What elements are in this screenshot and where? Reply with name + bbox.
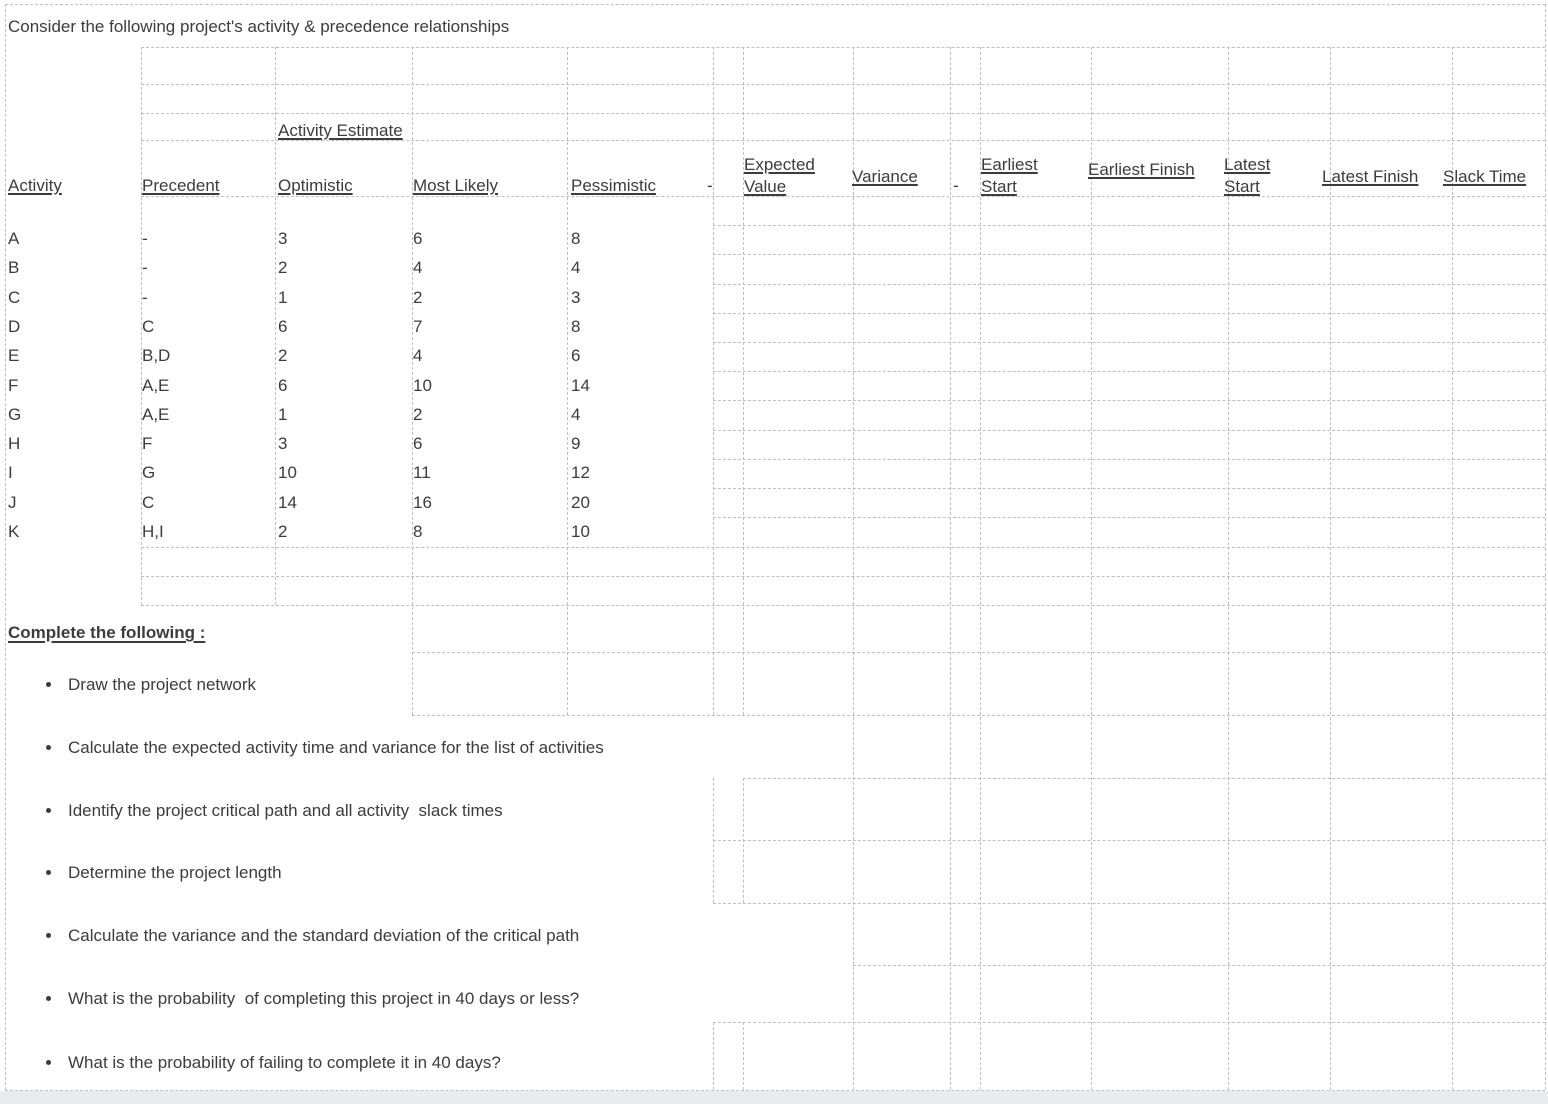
cell-pessimistic: 4 — [571, 405, 581, 424]
cell-optimistic: 2 — [278, 522, 288, 541]
cell-precedent: A,E — [142, 376, 170, 395]
grid-v-line — [853, 47, 854, 1090]
cell-pessimistic: 4 — [571, 258, 581, 277]
column-header-dash-8: - — [953, 176, 959, 195]
bullet-icon — [46, 870, 51, 875]
cell-pessimistic: 20 — [571, 493, 590, 512]
grid-h-line — [412, 652, 1545, 653]
cell-optimistic: 2 — [278, 258, 288, 277]
bullet-item-text: What is the probability of failing to complete it in 40 days? — [68, 1053, 501, 1072]
bullet-icon — [46, 808, 51, 813]
cell-optimistic: 2 — [278, 346, 288, 365]
grid-h-line — [141, 113, 1545, 114]
grid-h-line — [412, 715, 1545, 716]
cell-precedent: C — [142, 317, 155, 336]
grid-v-line — [713, 778, 714, 903]
grid-h-line — [713, 840, 1545, 841]
bullet-item-text: Draw the project network — [68, 675, 257, 694]
column-header-expected-value: Expected Value — [744, 155, 815, 196]
cell-pessimistic: 3 — [571, 288, 581, 307]
grid-h-line — [5, 4, 1545, 5]
grid-v-line — [980, 47, 981, 1090]
bullet-item-text: Determine the project length — [68, 863, 282, 882]
grid-h-line — [713, 254, 1545, 255]
grid-h-line — [853, 965, 1545, 966]
cell-most-likely: 6 — [413, 434, 423, 453]
bullet-icon — [46, 933, 51, 938]
cell-most-likely: 16 — [413, 493, 432, 512]
cell-pessimistic: 9 — [571, 434, 581, 453]
grid-v-line — [5, 4, 6, 1090]
cell-most-likely: 4 — [413, 258, 423, 277]
bullet-item-text: Calculate the expected activity time and variance for the list of activities — [68, 738, 604, 757]
cell-activity: I — [8, 463, 13, 482]
cell-precedent: - — [142, 258, 148, 277]
grid-h-line — [141, 576, 1545, 577]
cell-most-likely: 8 — [413, 522, 423, 541]
cell-optimistic: 3 — [278, 434, 288, 453]
grid-v-line — [743, 778, 744, 903]
activity-estimate-group-header: Activity Estimate — [278, 121, 403, 140]
cell-precedent: A,E — [142, 405, 170, 424]
grid-h-line — [713, 488, 1545, 489]
column-header-activity: Activity — [8, 176, 62, 195]
cell-activity: G — [8, 405, 22, 424]
cell-optimistic: 3 — [278, 229, 288, 248]
grid-h-line — [713, 400, 1545, 401]
cell-pessimistic: 10 — [571, 522, 590, 541]
grid-v-line — [713, 1022, 714, 1090]
cell-activity: K — [8, 522, 20, 541]
grid-h-line — [141, 605, 1545, 606]
cell-activity: F — [8, 376, 19, 395]
grid-v-line — [1452, 47, 1453, 1090]
cell-most-likely: 11 — [413, 463, 431, 482]
column-header-dash-5: - — [707, 176, 713, 195]
grid-h-line — [713, 371, 1545, 372]
cell-precedent: B,D — [142, 346, 171, 365]
cell-most-likely: 4 — [413, 346, 423, 365]
column-header-latest-start: Latest Start — [1224, 155, 1271, 196]
cell-most-likely: 2 — [413, 405, 423, 424]
cell-pessimistic: 8 — [571, 229, 581, 248]
cell-activity: J — [8, 493, 17, 512]
column-header-most-likely: Most Likely — [413, 176, 499, 195]
column-header-slack-time: Slack Time — [1443, 167, 1527, 186]
grid-h-line — [5, 1090, 1545, 1091]
cell-most-likely: 2 — [413, 288, 423, 307]
bullet-item-text: What is the probability of completing this project in 40 days or less? — [68, 989, 580, 1008]
cell-optimistic: 1 — [278, 288, 288, 307]
cell-precedent: - — [142, 288, 148, 307]
grid-v-line — [275, 47, 276, 605]
grid-v-line — [743, 47, 744, 715]
cell-activity: E — [8, 346, 20, 365]
cell-pessimistic: 6 — [571, 346, 581, 365]
cell-activity: C — [8, 288, 21, 307]
cell-activity: B — [8, 258, 20, 277]
cell-activity: A — [8, 229, 20, 248]
page-title: Consider the following project's activity & precedence relationships — [8, 17, 510, 36]
grid-h-line — [713, 459, 1545, 460]
instructions-heading: Complete the following : — [8, 623, 206, 642]
bullet-item-text: Identify the project critical path and all activity slack times — [68, 801, 503, 820]
grid-h-line — [713, 430, 1545, 431]
cell-precedent: F — [142, 434, 153, 453]
column-header-pessimistic: Pessimistic — [571, 176, 657, 195]
cell-optimistic: 1 — [278, 405, 288, 424]
grid-v-line — [567, 47, 568, 715]
bullet-icon — [46, 745, 51, 750]
cell-optimistic: 10 — [278, 463, 297, 482]
grid-h-line — [713, 903, 1545, 904]
bullet-icon — [46, 682, 51, 687]
cell-precedent: H,I — [142, 522, 164, 541]
bullet-icon — [46, 1060, 51, 1065]
grid-h-line — [141, 547, 1545, 548]
column-header-precedent: Precedent — [142, 176, 220, 195]
cell-optimistic: 14 — [278, 493, 297, 512]
bullet-item-text: Calculate the variance and the standard deviation of the critical path — [68, 926, 580, 945]
cell-precedent: - — [142, 229, 148, 248]
grid-h-line — [141, 196, 1545, 197]
grid-v-line — [1330, 47, 1331, 1090]
page-bottom-strip — [0, 1091, 1548, 1104]
grid-v-line — [743, 1022, 744, 1090]
cell-precedent: C — [142, 493, 155, 512]
grid-v-line — [950, 47, 951, 1090]
bullet-icon — [46, 996, 51, 1001]
cell-most-likely: 10 — [413, 376, 432, 395]
grid-h-line — [713, 313, 1545, 314]
cell-optimistic: 6 — [278, 317, 288, 336]
grid-h-line — [713, 517, 1545, 518]
grid-v-line — [1228, 47, 1229, 1090]
column-header-variance: Variance — [852, 167, 918, 186]
cell-precedent: G — [142, 463, 156, 482]
grid-v-line — [1091, 47, 1092, 1090]
column-header-optimistic: Optimistic — [278, 176, 353, 195]
grid-h-line — [141, 47, 1545, 48]
cell-activity: D — [8, 317, 21, 336]
grid-v-line — [1545, 4, 1546, 1090]
cell-pessimistic: 12 — [571, 463, 590, 482]
cell-activity: H — [8, 434, 21, 453]
grid-h-line — [713, 342, 1545, 343]
cell-optimistic: 6 — [278, 376, 288, 395]
column-header-earliest-start: Earliest Start — [981, 155, 1038, 196]
grid-h-line — [713, 1022, 1545, 1023]
cell-most-likely: 7 — [413, 317, 423, 336]
grid-h-line — [141, 84, 1545, 85]
grid-v-line — [713, 47, 714, 715]
grid-h-line — [713, 225, 1545, 226]
grid-h-line — [743, 778, 1545, 779]
column-header-latest-finish: Latest Finish — [1322, 167, 1419, 186]
cell-pessimistic: 14 — [571, 376, 590, 395]
cell-most-likely: 6 — [413, 229, 423, 248]
cell-pessimistic: 8 — [571, 317, 581, 336]
column-header-earliest-finish: Earliest Finish — [1088, 160, 1195, 179]
grid-h-line — [713, 284, 1545, 285]
